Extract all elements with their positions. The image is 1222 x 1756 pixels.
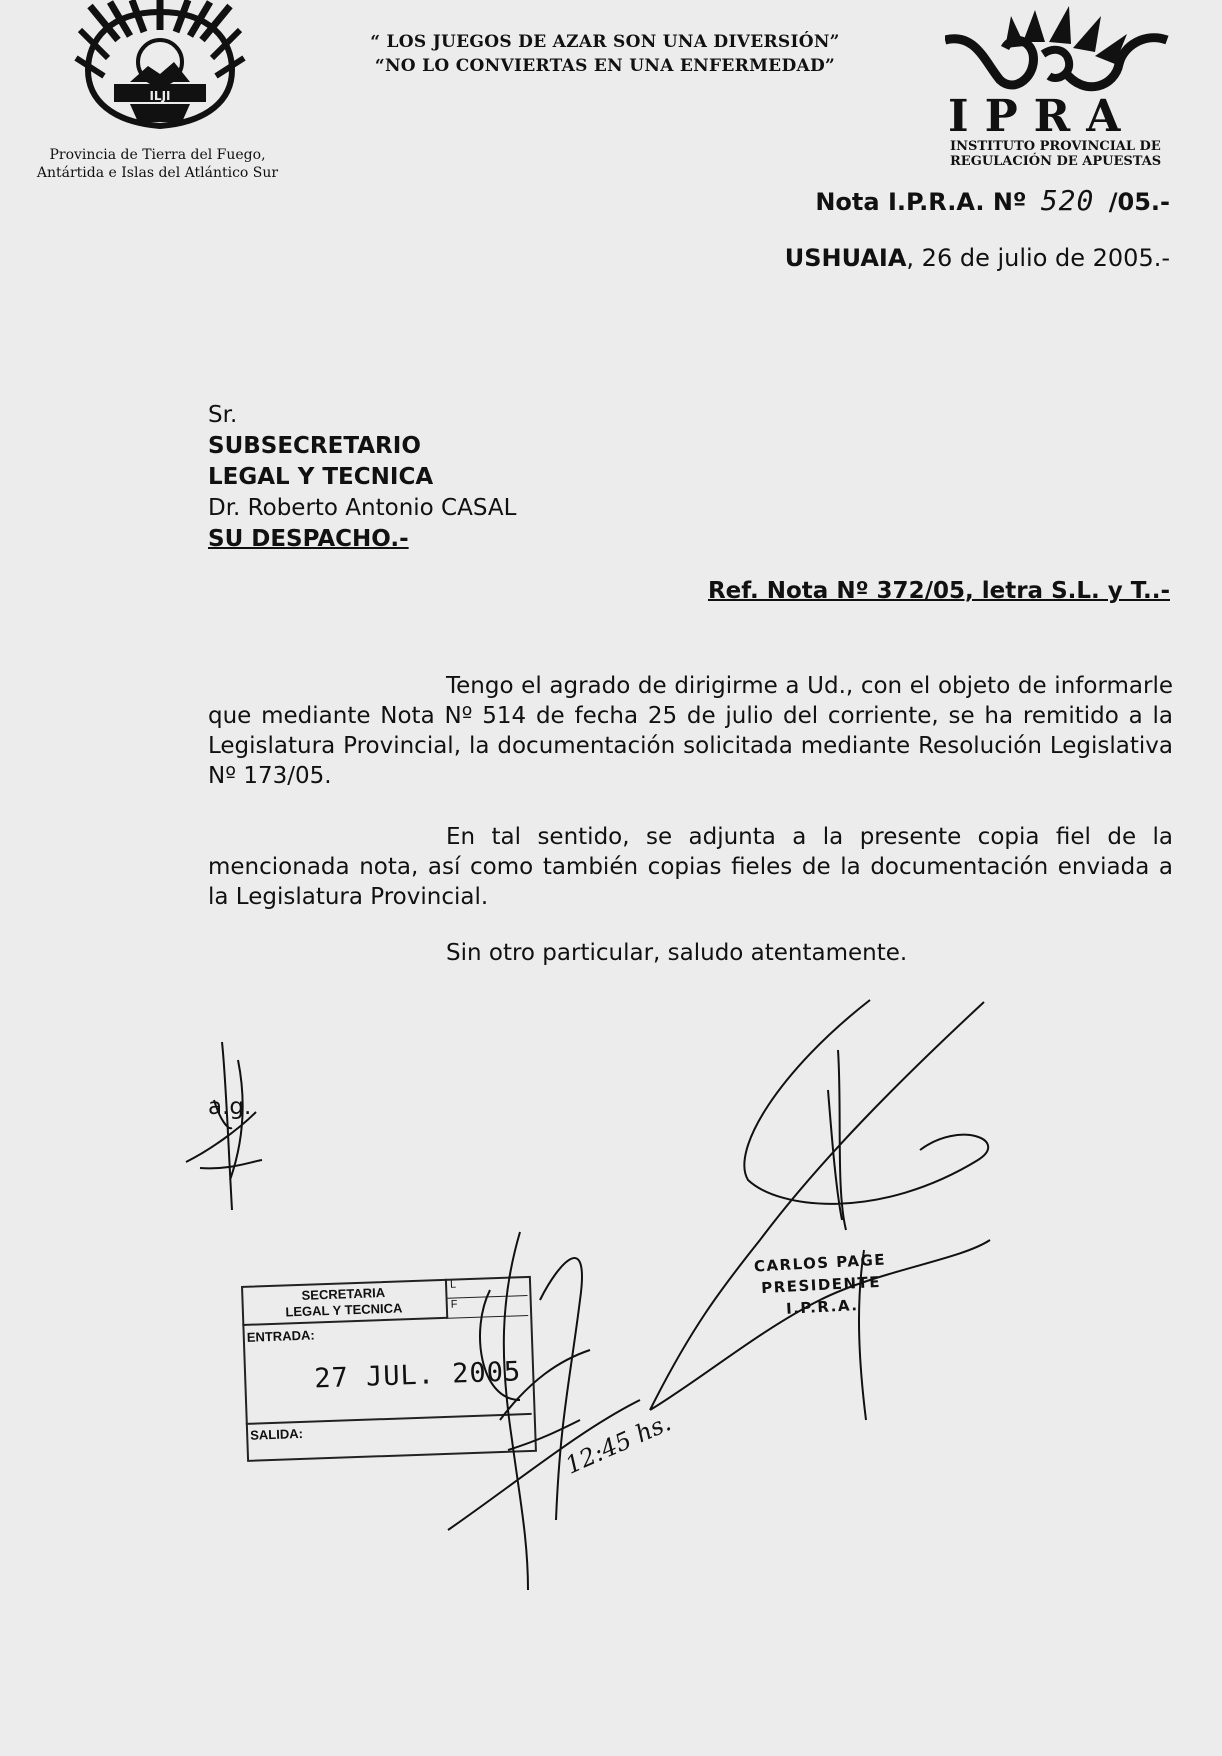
initials-signature <box>186 1042 262 1210</box>
signer-name: CARLOS PAGE <box>753 1250 887 1276</box>
ipra-name: IPRA <box>948 91 1137 142</box>
ipra-logo-icon <box>945 2 1175 100</box>
body-paragraph-1 <box>208 671 1173 791</box>
addressee-title-2: LEGAL Y TECNICA <box>208 464 434 490</box>
initials: a.g. <box>208 1094 252 1120</box>
addressee-title-1: SUBSECRETARIO <box>208 433 421 459</box>
signer-block <box>753 1249 889 1322</box>
stamp-entrada-label: ENTRADA: <box>246 1327 315 1345</box>
svg-text:ILJI: ILJI <box>149 89 171 103</box>
signer-org: I.P.R.A. <box>785 1296 859 1318</box>
place: USHUAIA <box>784 244 907 272</box>
slogan-line-2: “NO LO CONVIERTAS EN UNA ENFERMEDAD” <box>374 56 836 76</box>
ipra-full-line-1: INSTITUTO PROVINCIAL DE <box>950 139 1161 154</box>
stamp-cell-f: F <box>448 1296 529 1319</box>
addressee-block <box>208 400 516 555</box>
date: , 26 de julio de 2005.- <box>906 244 1170 272</box>
province-name <box>30 146 285 182</box>
paragraph-2-text: En tal sentido, se adjunta a la presente copia fiel de la mencionada nota, así como también copias fieles de la documentación enviada a la Legislatura Provincial. <box>208 824 1173 910</box>
nota-suffix: /05.- <box>1108 188 1170 216</box>
slogan-line-1: “ LOS JUEGOS DE AZAR SON UNA DIVERSIÓN” <box>370 32 840 52</box>
place-date <box>785 244 1170 272</box>
nota-handwritten-number: 520 <box>1040 184 1095 217</box>
nota-prefix: Nota I.P.R.A. Nº <box>815 188 1027 216</box>
ipra-full-name <box>950 139 1175 169</box>
nota-number <box>815 184 1170 217</box>
salutation: Sr. <box>208 402 238 428</box>
stamp-header-line-1: SECRETARIA <box>301 1284 386 1303</box>
closing-line: Sin otro particular, saludo atentamente. <box>446 940 908 966</box>
stamp-salida-label: SALIDA: <box>249 1425 304 1443</box>
stamp-header-line-2: LEGAL Y TECNICA <box>285 1300 403 1320</box>
stamp-header <box>241 1279 448 1326</box>
signer-role: PRESIDENTE <box>760 1272 882 1298</box>
reference-line: Ref. Nota Nº 372/05, letra S.L. y T..- <box>707 578 1170 604</box>
addressee-name: Dr. Roberto Antonio CASAL <box>208 495 517 521</box>
paragraph-1-text: Tengo el agrado de dirigirme a Ud., con el objeto de informarle que mediante Nota Nº 514 de fecha 25 de julio del corriente, se ha remitido a la Legislatura Provincial, la documentación solicitada mediante Resolución Legislativa Nº 173/05. <box>208 673 1173 789</box>
president-signature <box>650 1000 990 1420</box>
reception-stamp <box>241 1276 537 1462</box>
province-line-2: Antártida e Islas del Atlántico Sur <box>36 165 279 181</box>
addressee-office: SU DESPACHO.- <box>208 526 409 552</box>
ipra-full-line-2: REGULACIÓN DE APUESTAS <box>950 154 1162 169</box>
province-line-1: Provincia de Tierra del Fuego, <box>49 147 266 163</box>
stamp-cell-l: L <box>447 1276 528 1299</box>
handwritten-time: 12:45 hs. <box>561 1408 676 1480</box>
body-paragraph-2 <box>208 822 1173 912</box>
slogan <box>330 30 880 78</box>
province-emblem-icon <box>70 0 250 140</box>
stamp-entrada-date: 27 JUL. 2005 <box>313 1356 522 1395</box>
